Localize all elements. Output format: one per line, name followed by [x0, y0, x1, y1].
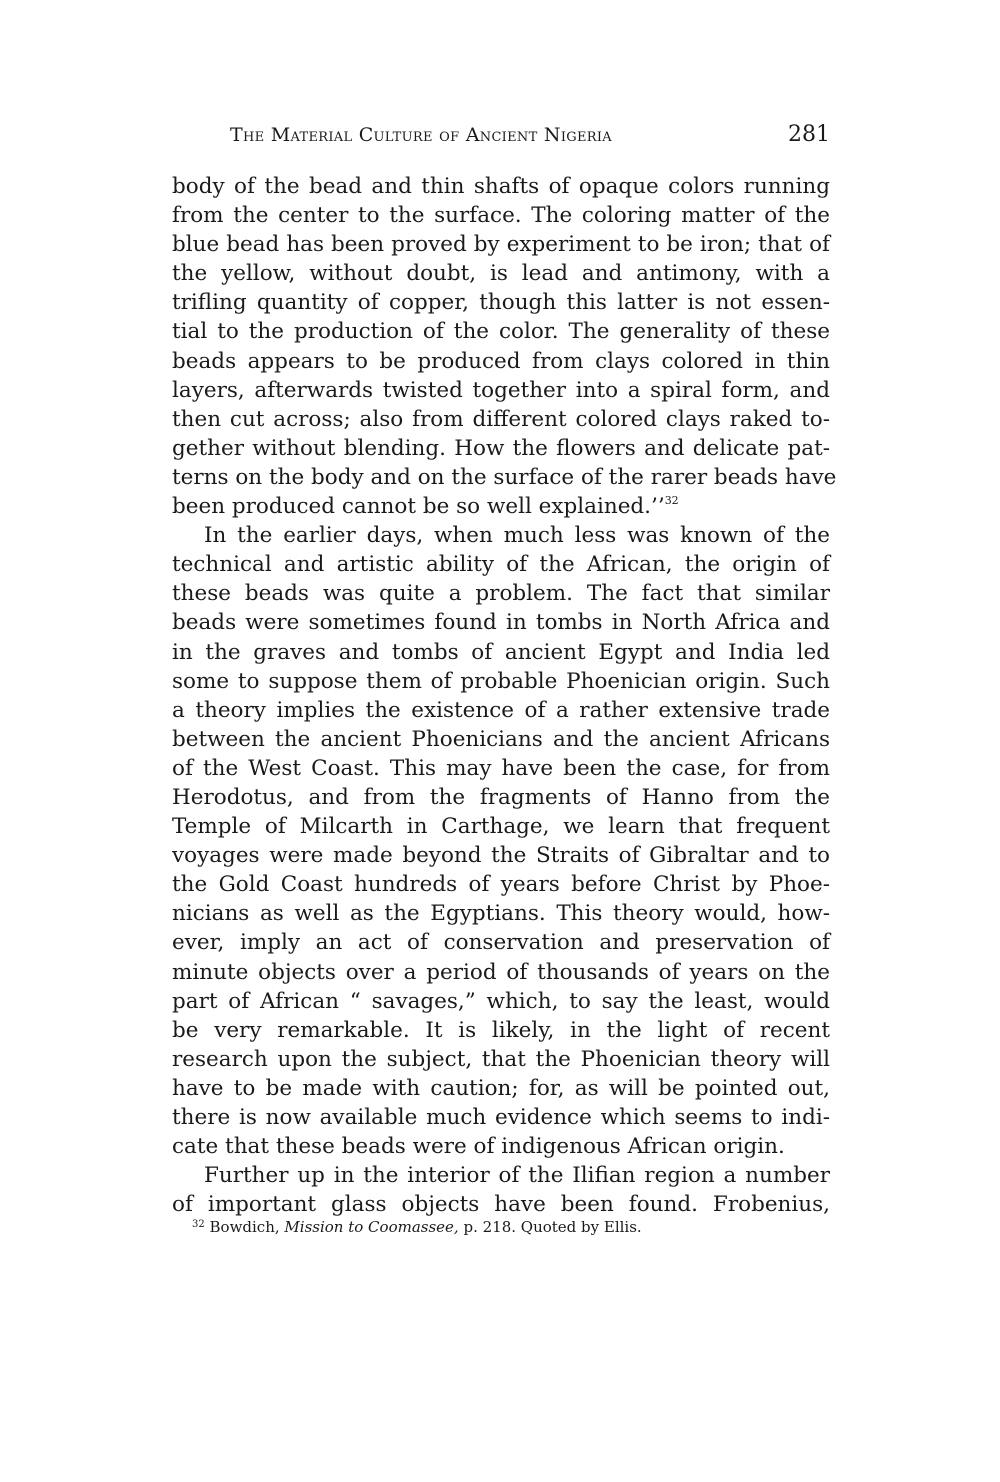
text-line: the yellow, without doubt, is lead and antimony, with a	[172, 261, 830, 287]
text-line	[172, 492, 830, 521]
text-line: the Gold Coast hundreds of years before Christ by Phoe-	[172, 872, 830, 898]
running-title: The Material Culture of Ancient Nigeria	[230, 124, 612, 146]
text-line: be very remarkable. It is likely, in the light of recent	[172, 1017, 830, 1043]
footnote-work-title: Mission to Coomassee,	[284, 1218, 459, 1236]
text-line: Herodotus, and from the fragments of Hanno from the	[172, 784, 830, 810]
text-line: body of the bead and thin shafts of opaque colors running	[172, 174, 830, 199]
text-line: trifling quantity of copper, though this latter is not essen-	[172, 290, 830, 316]
text-line: nicians as well as the Egyptians. This theory would, how-	[172, 901, 830, 927]
text-line: research upon the subject, that the Phoenician theory will	[172, 1046, 830, 1072]
text-line: of important glass objects have been found. Frobenius,	[172, 1192, 830, 1218]
text-line: these beads was quite a problem. The fact that similar	[172, 581, 830, 607]
paragraph-1	[172, 172, 837, 521]
text-line: have to be made with caution; for, as will be pointed out,	[172, 1075, 830, 1101]
text-line: technical and artistic ability of the African, the origin of	[172, 552, 830, 578]
text-line: then cut across; also from different colored clays raked to-	[172, 406, 830, 432]
text-line: layers, afterwards twisted together into a spiral form, and	[172, 377, 830, 403]
paragraph-2	[172, 521, 830, 1161]
text-line: there is now available much evidence which seems to indi-	[172, 1105, 830, 1130]
text-line: In the earlier days, when much less was known of the	[204, 523, 830, 549]
paragraph-3	[172, 1161, 830, 1219]
text-line: some to suppose them of probable Phoenician origin. Such	[172, 668, 830, 694]
text-line: between the ancient Phoenicians and the ancient Africans	[172, 726, 830, 752]
text-line: gether without blending. How the flowers and delicate pat-	[172, 435, 830, 461]
text-line: terns on the body and on the surface of the rarer beads have	[172, 464, 837, 490]
text-line-content: been produced cannot be so well explained.’’	[172, 494, 665, 520]
text-line: from the center to the surface. The coloring matter of the	[172, 203, 830, 229]
footnote-number: 32	[192, 1219, 205, 1230]
text-line: cate that these beads were of indigenous African origin.	[172, 1134, 785, 1160]
text-line: minute objects over a period of thousands of years on the	[172, 959, 830, 985]
text-line: in the graves and tombs of ancient Egypt and India led	[172, 639, 830, 665]
text-line: of the West Coast. This may have been the case, for from	[172, 755, 830, 781]
text-line: a theory implies the existence of a rather extensive trade	[172, 697, 830, 723]
footnote-citation: p. 218. Quoted by Ellis.	[463, 1218, 642, 1236]
text-line: part of African “ savages,” which, to say the least, would	[172, 988, 830, 1014]
text-line: ever, imply an act of conservation and preservation of	[172, 930, 830, 956]
text-line: beads were sometimes found in tombs in North Africa and	[172, 610, 830, 636]
running-header	[172, 124, 830, 158]
text-line: beads appears to be produced from clays colored in thin	[172, 348, 830, 374]
text-line: tial to the production of the color. The generality of these	[172, 319, 830, 345]
page-number: 281	[788, 122, 830, 147]
footnote-author: Bowdich,	[209, 1218, 280, 1236]
text-line: blue bead has been proved by experiment to be iron; that of	[172, 232, 830, 258]
text-line: Temple of Milcarth in Carthage, we learn that frequent	[172, 814, 830, 840]
text-line: voyages were made beyond the Straits of Gibraltar and to	[172, 843, 830, 869]
body-text	[172, 172, 837, 1219]
footnote	[192, 1218, 642, 1236]
text-line: Further up in the interior of the Ilifian region a number	[204, 1163, 830, 1189]
footnote-reference: 32	[664, 494, 679, 508]
